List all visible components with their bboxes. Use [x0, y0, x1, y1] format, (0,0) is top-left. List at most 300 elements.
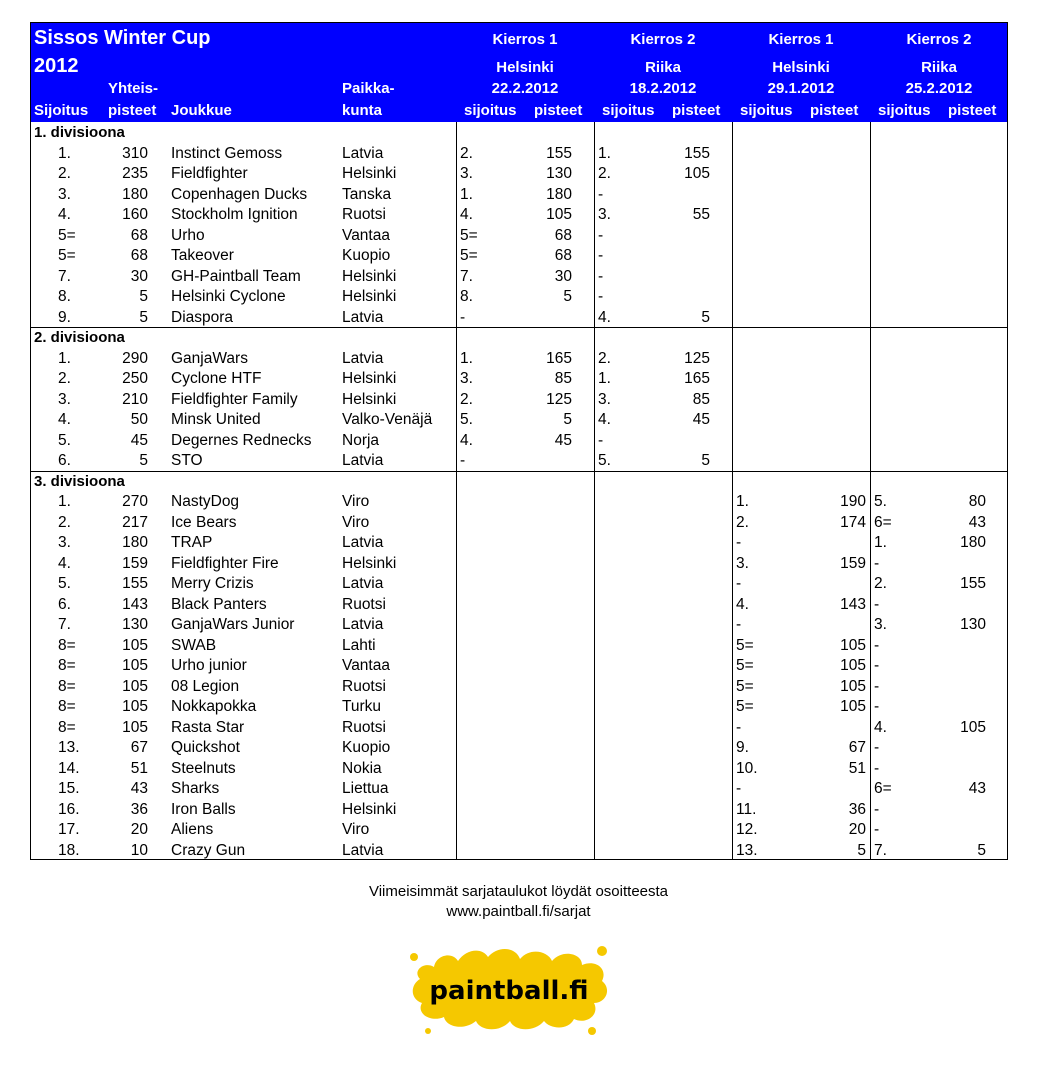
round-rank-cell: 5= [736, 677, 754, 695]
round-points-cell: 20 [848, 821, 866, 838]
division-separator [30, 327, 1008, 328]
division-title: 2. divisioona [34, 329, 125, 346]
city-cell: Vantaa [342, 226, 390, 244]
division-title: 3. divisioona [34, 472, 125, 490]
round-rank-cell: - [736, 534, 742, 551]
round-rank-label: sijoitus [602, 102, 655, 119]
round-rank-cell: 2. [460, 390, 473, 408]
total-points-cell: 143 [122, 595, 148, 613]
rank-cell: 8= [58, 677, 76, 695]
round-rank-cell: - [598, 431, 604, 449]
round-rank-cell: 5= [736, 657, 754, 674]
round-points-cell: 45 [554, 431, 572, 449]
round-rank-label: sijoitus [740, 102, 793, 119]
total-points-cell: 160 [122, 206, 148, 223]
table-row [30, 287, 1008, 308]
total-points-cell: 51 [130, 759, 148, 777]
team-name-cell: Quickshot [171, 739, 240, 756]
city-cell: Helsinki [342, 554, 397, 572]
division-title: 1. divisioona [34, 124, 125, 141]
round-rank-cell: - [598, 185, 604, 203]
round-rank-cell: 4. [598, 411, 611, 428]
city-cell: Ruotsi [342, 206, 386, 223]
division-separator [30, 471, 1008, 472]
paintball-logo [406, 943, 612, 1037]
rank-cell: 3. [58, 390, 71, 408]
team-name-cell: Urho [171, 226, 205, 244]
round-title: Kierros 1 [492, 31, 558, 48]
round-rank-cell: 4. [598, 308, 611, 326]
team-name-cell: Degernes Rednecks [171, 431, 312, 449]
rank-cell: 9. [58, 308, 71, 326]
total-points-cell: 217 [122, 513, 148, 531]
team-name-cell: NastyDog [171, 493, 240, 510]
table-row [30, 533, 1008, 554]
total-points-cell: 105 [122, 677, 148, 695]
table-row [30, 841, 1008, 862]
round-rank-cell: - [460, 452, 466, 469]
round-title: Kierros 1 [768, 31, 834, 48]
city-cell: Helsinki [342, 370, 397, 387]
round-date: 29.1.2012 [767, 80, 835, 97]
team-name-cell: Merry Crizis [171, 575, 254, 592]
round-points-cell: 155 [546, 144, 572, 162]
round-rank-cell: - [874, 677, 880, 695]
round-rank-cell: 3. [460, 370, 473, 387]
round-points-label: pisteet [810, 102, 859, 119]
rank-cell: 8= [58, 718, 76, 736]
round-rank-cell: - [598, 267, 604, 285]
round-rank-cell: 5= [460, 226, 478, 244]
rank-cell: 1. [58, 349, 71, 367]
round-rank-cell: 11. [736, 800, 757, 818]
team-name-cell: Fieldfighter [171, 165, 248, 182]
round-points-cell: 36 [848, 800, 866, 818]
team-name-cell: SWAB [171, 636, 217, 654]
round-rank-cell: 5. [460, 411, 473, 428]
col-city-label-1: Paikka- [342, 80, 395, 97]
total-points-cell: 159 [122, 554, 148, 572]
team-name-cell: Nokkapokka [171, 698, 257, 715]
rank-cell: 2. [58, 165, 71, 182]
city-cell: Ruotsi [342, 718, 386, 736]
total-points-cell: 20 [130, 821, 148, 838]
table-row [30, 677, 1008, 698]
round-rank-label: sijoitus [878, 102, 931, 119]
round-rank-cell: - [874, 800, 880, 818]
team-name-cell: Diaspora [171, 308, 234, 326]
team-name-cell: Crazy Gun [171, 841, 246, 859]
table-row [30, 800, 1008, 821]
total-points-cell: 10 [130, 841, 148, 859]
table-row [30, 759, 1008, 780]
rank-cell: 6. [58, 595, 71, 613]
round-points-cell: 85 [554, 370, 572, 387]
rank-cell: 5. [58, 431, 71, 449]
table-row [30, 205, 1008, 226]
rank-cell: 18. [58, 841, 80, 859]
team-name-cell: Fieldfighter Fire [171, 554, 279, 572]
round-points-cell: 68 [554, 247, 572, 264]
team-name-cell: 08 Legion [171, 677, 240, 695]
round-points-cell: 5 [563, 411, 572, 428]
round-points-cell: 105 [840, 657, 866, 674]
table-border-top [30, 22, 1008, 23]
city-cell: Norja [342, 431, 380, 449]
round-points-cell: 5 [701, 452, 710, 469]
round-rank-cell: 1. [598, 144, 611, 162]
round-points-cell: 180 [546, 185, 572, 203]
round-rank-cell: 2. [598, 349, 611, 367]
round-points-cell: 105 [960, 718, 986, 736]
table-row [30, 574, 1008, 595]
round-points-cell: 130 [546, 165, 572, 182]
round-rank-cell: 1. [460, 185, 473, 203]
city-cell: Viro [342, 513, 370, 531]
rank-cell: 3. [58, 534, 71, 551]
city-cell: Lahti [342, 636, 376, 654]
total-points-cell: 290 [122, 349, 148, 367]
col-team-label: Joukkue [171, 102, 232, 119]
col-city-label-2: kunta [342, 102, 383, 119]
rank-cell: 13. [58, 739, 80, 756]
rank-cell: 7. [58, 616, 71, 633]
table-row [30, 492, 1008, 513]
round-rank-cell: 9. [736, 739, 749, 756]
team-name-cell: Helsinki Cyclone [171, 288, 286, 305]
team-name-cell: GanjaWars Junior [171, 616, 295, 633]
table-row [30, 226, 1008, 247]
logo-text: paintball.fi [429, 976, 589, 1006]
round-rank-cell: 4. [736, 595, 749, 613]
col-total-label-1: Yhteis- [108, 80, 159, 97]
city-cell: Liettua [342, 780, 389, 797]
round-points-cell: 68 [554, 226, 572, 244]
total-points-cell: 5 [139, 288, 148, 305]
team-name-cell: Rasta Star [171, 718, 245, 736]
city-cell: Helsinki [342, 267, 397, 285]
total-points-cell: 270 [122, 493, 148, 510]
table-row [30, 431, 1008, 452]
round-points-cell: 105 [684, 165, 710, 182]
round-points-cell: 155 [684, 144, 710, 162]
round-rank-cell: 2. [874, 575, 887, 592]
city-cell: Latvia [342, 841, 384, 859]
city-cell: Latvia [342, 575, 384, 592]
team-name-cell: Black Panters [171, 595, 267, 613]
total-points-cell: 310 [122, 144, 148, 162]
city-cell: Helsinki [342, 165, 397, 182]
table-row [30, 595, 1008, 616]
city-cell: Vantaa [342, 657, 390, 674]
title-line1: Sissos Winter Cup [34, 27, 211, 49]
city-cell: Helsinki [342, 288, 397, 305]
total-points-cell: 68 [130, 247, 148, 264]
round-rank-label: sijoitus [464, 102, 517, 119]
round-rank-cell: 13. [736, 841, 758, 859]
round-rank-cell: 7. [460, 267, 473, 285]
round-points-cell: 105 [840, 677, 866, 695]
round-points-cell: 30 [554, 267, 572, 285]
table-row [30, 738, 1008, 759]
round-rank-cell: 4. [460, 431, 473, 449]
city-cell: Ruotsi [342, 595, 386, 613]
total-points-cell: 130 [122, 616, 148, 633]
round-rank-cell: 3. [598, 390, 611, 408]
round-points-cell: 130 [960, 616, 986, 633]
round-rank-cell: - [736, 718, 742, 736]
city-cell: Valko-Venäjä [342, 411, 433, 428]
table-row [30, 820, 1008, 841]
table-row [30, 656, 1008, 677]
total-points-cell: 155 [122, 575, 148, 592]
round-points-cell: 5 [857, 841, 866, 859]
city-cell: Latvia [342, 308, 384, 326]
table-row [30, 636, 1008, 657]
table-header [30, 22, 1008, 122]
total-points-cell: 30 [130, 267, 148, 285]
rank-cell: 7. [58, 267, 71, 285]
round-rank-cell: 3. [736, 554, 749, 572]
round-place: Helsinki [772, 59, 830, 76]
total-points-cell: 180 [122, 534, 148, 551]
round-rank-cell: - [874, 759, 880, 777]
city-cell: Helsinki [342, 800, 397, 818]
total-points-cell: 36 [130, 800, 148, 818]
table-row [30, 779, 1008, 800]
team-name-cell: Sharks [171, 780, 220, 797]
team-name-cell: Steelnuts [171, 759, 236, 777]
total-points-cell: 105 [122, 698, 148, 715]
total-points-cell: 45 [130, 431, 148, 449]
city-cell: Ruotsi [342, 677, 386, 695]
footer [0, 882, 1037, 922]
round-rank-cell: - [874, 636, 880, 654]
total-points-cell: 180 [122, 185, 148, 203]
round-title: Kierros 2 [906, 31, 972, 48]
total-points-cell: 235 [122, 165, 148, 182]
table-row [30, 349, 1008, 370]
round-rank-cell: 1. [598, 370, 611, 387]
table-row [30, 554, 1008, 575]
round-points-cell: 165 [546, 349, 572, 367]
footer-link[interactable]: www.paintball.fi/sarjat [446, 903, 591, 920]
team-name-cell: Copenhagen Ducks [171, 185, 308, 203]
round-rank-cell: - [874, 657, 880, 674]
team-name-cell: Iron Balls [171, 800, 236, 818]
table-row [30, 513, 1008, 534]
round-points-cell: 180 [960, 534, 986, 551]
round-rank-cell: 5. [874, 493, 887, 510]
round-place: Riika [921, 59, 957, 76]
rank-cell: 8. [58, 288, 71, 305]
total-points-cell: 5 [139, 308, 148, 326]
round-points-cell: 105 [840, 636, 866, 654]
team-name-cell: Instinct Gemoss [171, 144, 283, 162]
standings-table [30, 22, 1008, 860]
team-name-cell: Urho junior [171, 657, 247, 674]
team-name-cell: Stockholm Ignition [171, 206, 298, 223]
round-rank-cell: 6= [874, 780, 892, 797]
round-points-cell: 143 [840, 595, 866, 613]
total-points-cell: 68 [130, 226, 148, 244]
round-rank-cell: 3. [874, 616, 887, 633]
city-cell: Turku [342, 698, 382, 715]
total-points-cell: 105 [122, 657, 148, 674]
total-points-cell: 105 [122, 636, 148, 654]
round-title: Kierros 2 [630, 31, 696, 48]
city-cell: Viro [342, 821, 370, 838]
team-name-cell: STO [171, 452, 203, 469]
round-rank-cell: - [874, 595, 880, 613]
table-row [30, 369, 1008, 390]
round-rank-cell: - [874, 554, 880, 572]
rank-cell: 4. [58, 206, 71, 223]
round-points-cell: 5 [977, 841, 986, 859]
city-cell: Latvia [342, 616, 384, 633]
round-date: 22.2.2012 [491, 80, 559, 97]
team-name-cell: Aliens [171, 821, 214, 838]
city-cell: Nokia [342, 759, 382, 777]
table-row [30, 267, 1008, 288]
table-row [30, 144, 1008, 165]
round-points-label: pisteet [534, 102, 583, 119]
rank-cell: 6. [58, 452, 71, 469]
city-cell: Latvia [342, 452, 384, 469]
city-cell: Latvia [342, 349, 384, 367]
city-cell: Latvia [342, 144, 384, 162]
round-rank-cell: - [874, 698, 880, 715]
round-rank-cell: - [598, 288, 604, 305]
round-rank-cell: - [736, 616, 742, 633]
round-points-label: pisteet [948, 102, 997, 119]
city-cell: Latvia [342, 534, 384, 551]
round-rank-cell: 2. [460, 144, 473, 162]
round-rank-cell: 2. [736, 513, 749, 531]
total-points-cell: 250 [122, 370, 148, 387]
col-rank-label: Sijoitus [34, 102, 89, 119]
rank-cell: 14. [58, 759, 80, 777]
table-row [30, 390, 1008, 411]
table-row [30, 185, 1008, 206]
round-rank-cell: - [874, 821, 880, 838]
round-date: 25.2.2012 [905, 80, 973, 97]
total-points-cell: 105 [122, 718, 148, 736]
round-points-cell: 165 [684, 370, 710, 387]
round-points-cell: 85 [692, 390, 710, 408]
round-rank-cell: 1. [460, 349, 473, 367]
team-name-cell: TRAP [171, 534, 213, 551]
table-row [30, 164, 1008, 185]
round-rank-cell: 12. [736, 821, 758, 838]
round-points-cell: 43 [968, 513, 986, 531]
round-rank-cell: - [736, 780, 742, 797]
table-row [30, 615, 1008, 636]
rank-cell: 15. [58, 780, 80, 797]
round-rank-cell: 6= [874, 513, 892, 531]
city-cell: Tanska [342, 185, 392, 203]
round-rank-cell: - [598, 247, 604, 264]
round-points-cell: 174 [840, 513, 866, 531]
team-name-cell: Cyclone HTF [171, 370, 262, 387]
round-points-cell: 105 [546, 206, 572, 223]
round-points-cell: 55 [692, 206, 710, 223]
rank-cell: 5= [58, 247, 76, 264]
city-cell: Viro [342, 493, 370, 510]
city-cell: Kuopio [342, 739, 391, 756]
round-date: 18.2.2012 [629, 80, 697, 97]
total-points-cell: 50 [130, 411, 148, 428]
round-points-cell: 51 [848, 759, 866, 777]
round-rank-cell: 4. [460, 206, 473, 223]
team-name-cell: Minsk United [171, 411, 261, 428]
rank-cell: 8= [58, 698, 76, 715]
team-name-cell: GanjaWars [171, 349, 248, 367]
total-points-cell: 210 [122, 390, 148, 408]
round-points-cell: 80 [968, 493, 986, 510]
table-row [30, 451, 1008, 472]
round-rank-cell: 5= [736, 698, 754, 715]
round-points-cell: 5 [701, 308, 710, 326]
title-line2: 2012 [34, 55, 79, 77]
round-points-label: pisteet [672, 102, 721, 119]
round-rank-cell: 5= [736, 636, 754, 654]
round-points-cell: 105 [840, 698, 866, 715]
round-points-cell: 155 [960, 575, 986, 592]
round-points-cell: 5 [563, 288, 572, 305]
rank-cell: 16. [58, 800, 80, 818]
table-row [30, 246, 1008, 267]
rank-cell: 1. [58, 144, 71, 162]
rank-cell: 2. [58, 513, 71, 531]
round-points-cell: 125 [546, 390, 572, 408]
round-points-cell: 190 [840, 493, 866, 510]
round-rank-cell: 5= [460, 247, 478, 264]
table-row [30, 308, 1008, 329]
rank-cell: 17. [58, 821, 80, 838]
round-rank-cell: 7. [874, 841, 887, 859]
rank-cell: 4. [58, 554, 71, 572]
table-row [30, 697, 1008, 718]
round-points-cell: 67 [848, 739, 866, 756]
round-rank-cell: - [874, 739, 880, 756]
round-rank-cell: 2. [598, 165, 611, 182]
round-rank-cell: - [598, 226, 604, 244]
round-points-cell: 159 [840, 554, 866, 572]
rank-cell: 4. [58, 411, 71, 428]
rank-cell: 3. [58, 185, 71, 203]
round-place: Helsinki [496, 59, 554, 76]
round-rank-cell: 10. [736, 759, 758, 777]
round-rank-cell: - [460, 308, 466, 326]
rank-cell: 8= [58, 636, 76, 654]
table-row [30, 718, 1008, 739]
col-total-label-2: pisteet [108, 102, 157, 119]
rank-cell: 2. [58, 370, 71, 387]
round-rank-cell: 3. [598, 206, 611, 223]
rank-cell: 1. [58, 493, 71, 510]
round-rank-cell: 1. [874, 534, 887, 551]
city-cell: Kuopio [342, 247, 391, 264]
rank-cell: 8= [58, 657, 76, 674]
footer-text: Viimeisimmät sarjataulukot löydät osoitteesta [368, 883, 669, 900]
round-rank-cell: 5. [598, 452, 611, 469]
total-points-cell: 43 [130, 780, 148, 797]
team-name-cell: Takeover [171, 247, 234, 264]
round-rank-cell: - [736, 575, 742, 592]
team-name-cell: GH-Paintball Team [171, 267, 301, 285]
rank-cell: 5= [58, 226, 76, 244]
